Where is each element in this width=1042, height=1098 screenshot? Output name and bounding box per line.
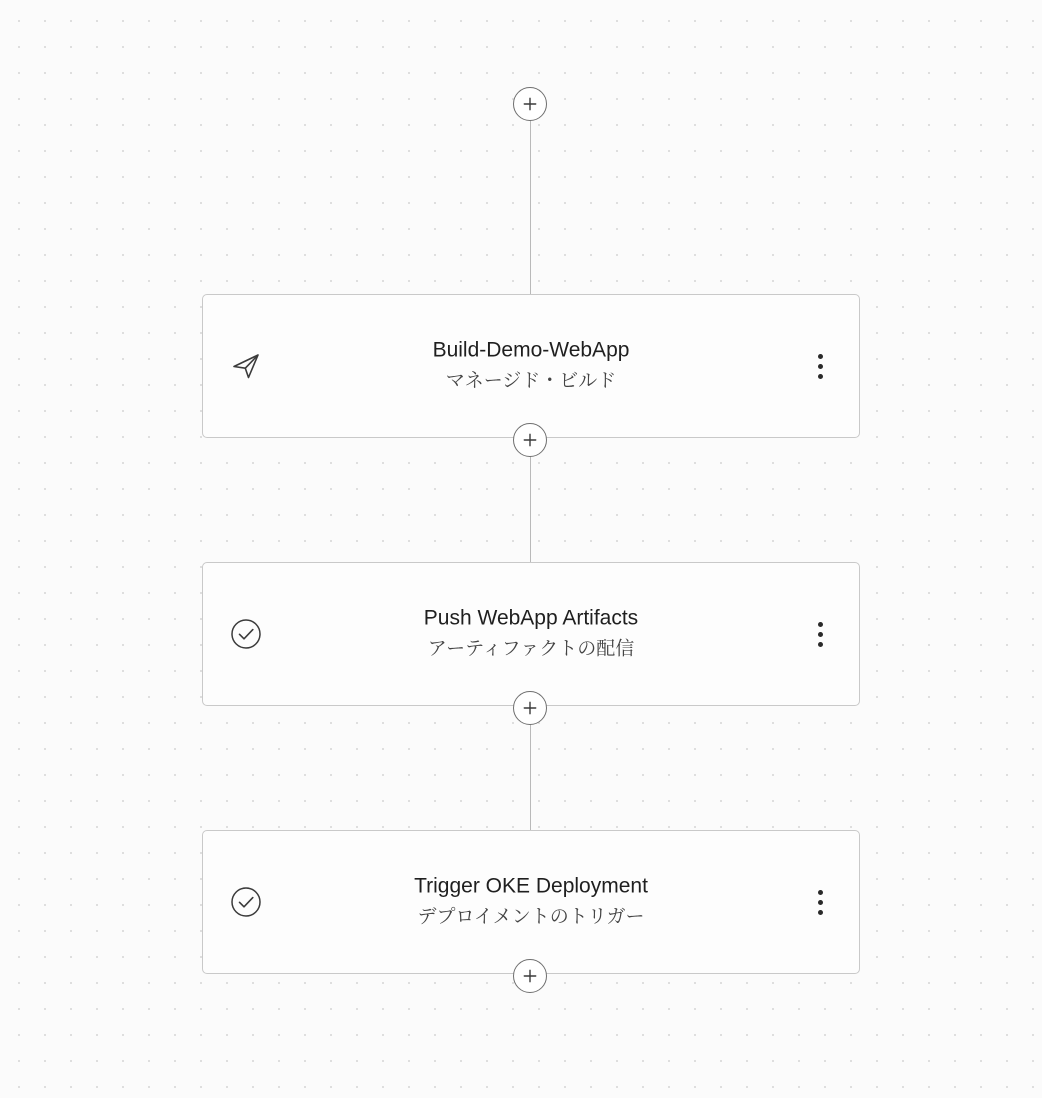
stage-title: Trigger OKE Deployment bbox=[414, 874, 648, 898]
kebab-dot bbox=[818, 632, 823, 637]
stage-subtitle: アーティファクトの配信 bbox=[427, 638, 635, 660]
stage-title: Push WebApp Artifacts bbox=[423, 606, 639, 630]
plus-icon bbox=[521, 431, 539, 449]
stage-subtitle: マネージド・ビルド bbox=[445, 370, 617, 392]
kebab-dot bbox=[818, 374, 823, 379]
stage-menu-button[interactable] bbox=[807, 617, 833, 651]
kebab-dot bbox=[818, 890, 823, 895]
add-stage-button-after-2[interactable] bbox=[513, 691, 547, 725]
check-circle-icon bbox=[227, 615, 265, 653]
plus-icon bbox=[521, 967, 539, 985]
stage-text bbox=[283, 336, 779, 397]
kebab-dot bbox=[818, 900, 823, 905]
check-circle-icon bbox=[227, 883, 265, 921]
plus-icon bbox=[521, 699, 539, 717]
add-stage-button-top[interactable] bbox=[513, 87, 547, 121]
kebab-dot bbox=[818, 354, 823, 359]
stage-title: Build-Demo-WebApp bbox=[432, 338, 630, 362]
stage-text bbox=[283, 872, 779, 933]
pipeline-stage-card[interactable] bbox=[202, 830, 860, 974]
stage-menu-button[interactable] bbox=[807, 349, 833, 383]
kebab-dot bbox=[818, 910, 823, 915]
pipeline-stage-card[interactable] bbox=[202, 294, 860, 438]
stage-text bbox=[283, 604, 779, 665]
plus-icon bbox=[521, 95, 539, 113]
stage-menu-button[interactable] bbox=[807, 885, 833, 919]
kebab-dot bbox=[818, 642, 823, 647]
stage-subtitle: デプロイメントのトリガー bbox=[417, 906, 645, 928]
connector-top bbox=[530, 104, 531, 296]
add-stage-button-after-1[interactable] bbox=[513, 423, 547, 457]
send-icon bbox=[227, 347, 265, 385]
pipeline-stage-card[interactable] bbox=[202, 562, 860, 706]
kebab-dot bbox=[818, 364, 823, 369]
kebab-dot bbox=[818, 622, 823, 627]
add-stage-button-after-3[interactable] bbox=[513, 959, 547, 993]
